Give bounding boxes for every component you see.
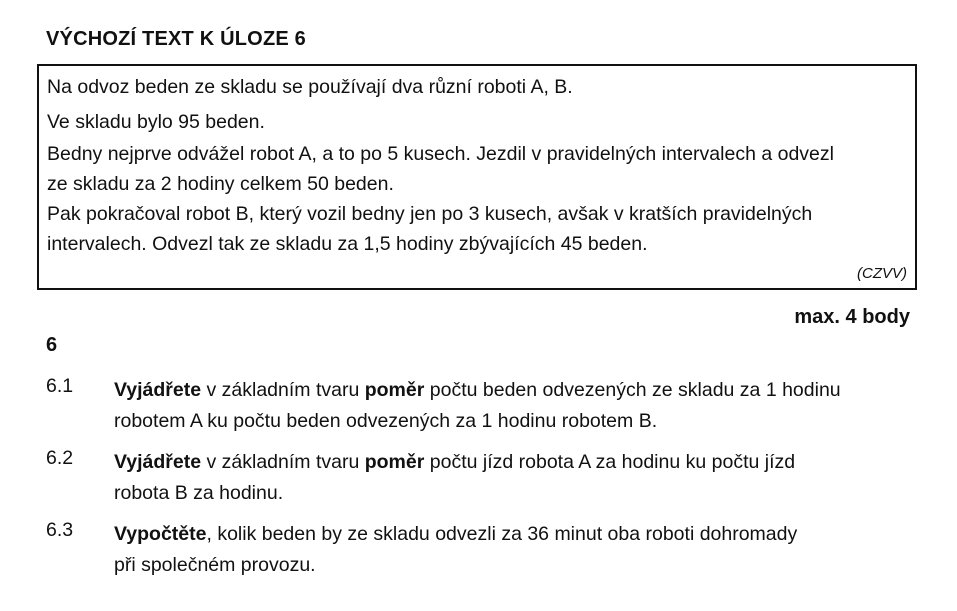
subtask-text (114, 375, 924, 437)
subtask-number: 6.3 (46, 519, 74, 541)
source-text-line: Bedny nejprve odvážel robot A, a to po 5 kusech. Jezdil v pravidelných intervalech a odvezl (47, 143, 834, 165)
subtask-number: 6.1 (46, 375, 74, 397)
keyword: poměr (364, 451, 425, 473)
subtask-number: 6.2 (46, 447, 74, 469)
subtask-text-part: v základním tvaru (201, 379, 365, 401)
instruction-verb: Vyjádřete (114, 379, 202, 401)
subtask-text-part: při společném provozu. (114, 554, 316, 576)
source-citation: (CZVV) (857, 265, 907, 282)
source-text-line: ze skladu za 2 hodiny celkem 50 beden. (47, 173, 394, 195)
subtask-text (114, 447, 924, 509)
subtask-text-part: robotem A ku počtu beden odvezených za 1 hodinu robotem B. (114, 410, 658, 432)
subtask-text (114, 519, 924, 581)
question-number: 6 (46, 334, 58, 356)
subtask-text-part: v základním tvaru (201, 451, 365, 473)
source-text-line: Pak pokračoval robot B, který vozil bedny jen po 3 kusech, avšak v kratších pravidelných (47, 203, 813, 225)
section-heading: VÝCHOZÍ TEXT K ÚLOZE 6 (46, 28, 306, 50)
source-text-line: intervalech. Odvezl tak ze skladu za 1,5 hodiny zbývajících 45 beden. (47, 233, 648, 255)
subtask-text-part: počtu beden odvezených ze skladu za 1 hodinu (424, 379, 841, 401)
source-text-box (37, 64, 917, 290)
keyword: poměr (364, 379, 425, 401)
instruction-verb: Vypočtěte (114, 523, 207, 545)
source-text-line: Ve skladu bylo 95 beden. (47, 111, 265, 133)
subtask-text-part: , kolik beden by ze skladu odvezli za 36 minut oba roboti dohromady (206, 523, 798, 545)
source-text-line: Na odvoz beden ze skladu se používají dva různí roboti A, B. (47, 76, 573, 98)
max-points: max. 4 body (794, 306, 910, 328)
subtask-text-part: robota B za hodinu. (114, 482, 284, 504)
subtask-text-part: počtu jízd robota A za hodinu ku počtu jízd (424, 451, 796, 473)
instruction-verb: Vyjádřete (114, 451, 202, 473)
